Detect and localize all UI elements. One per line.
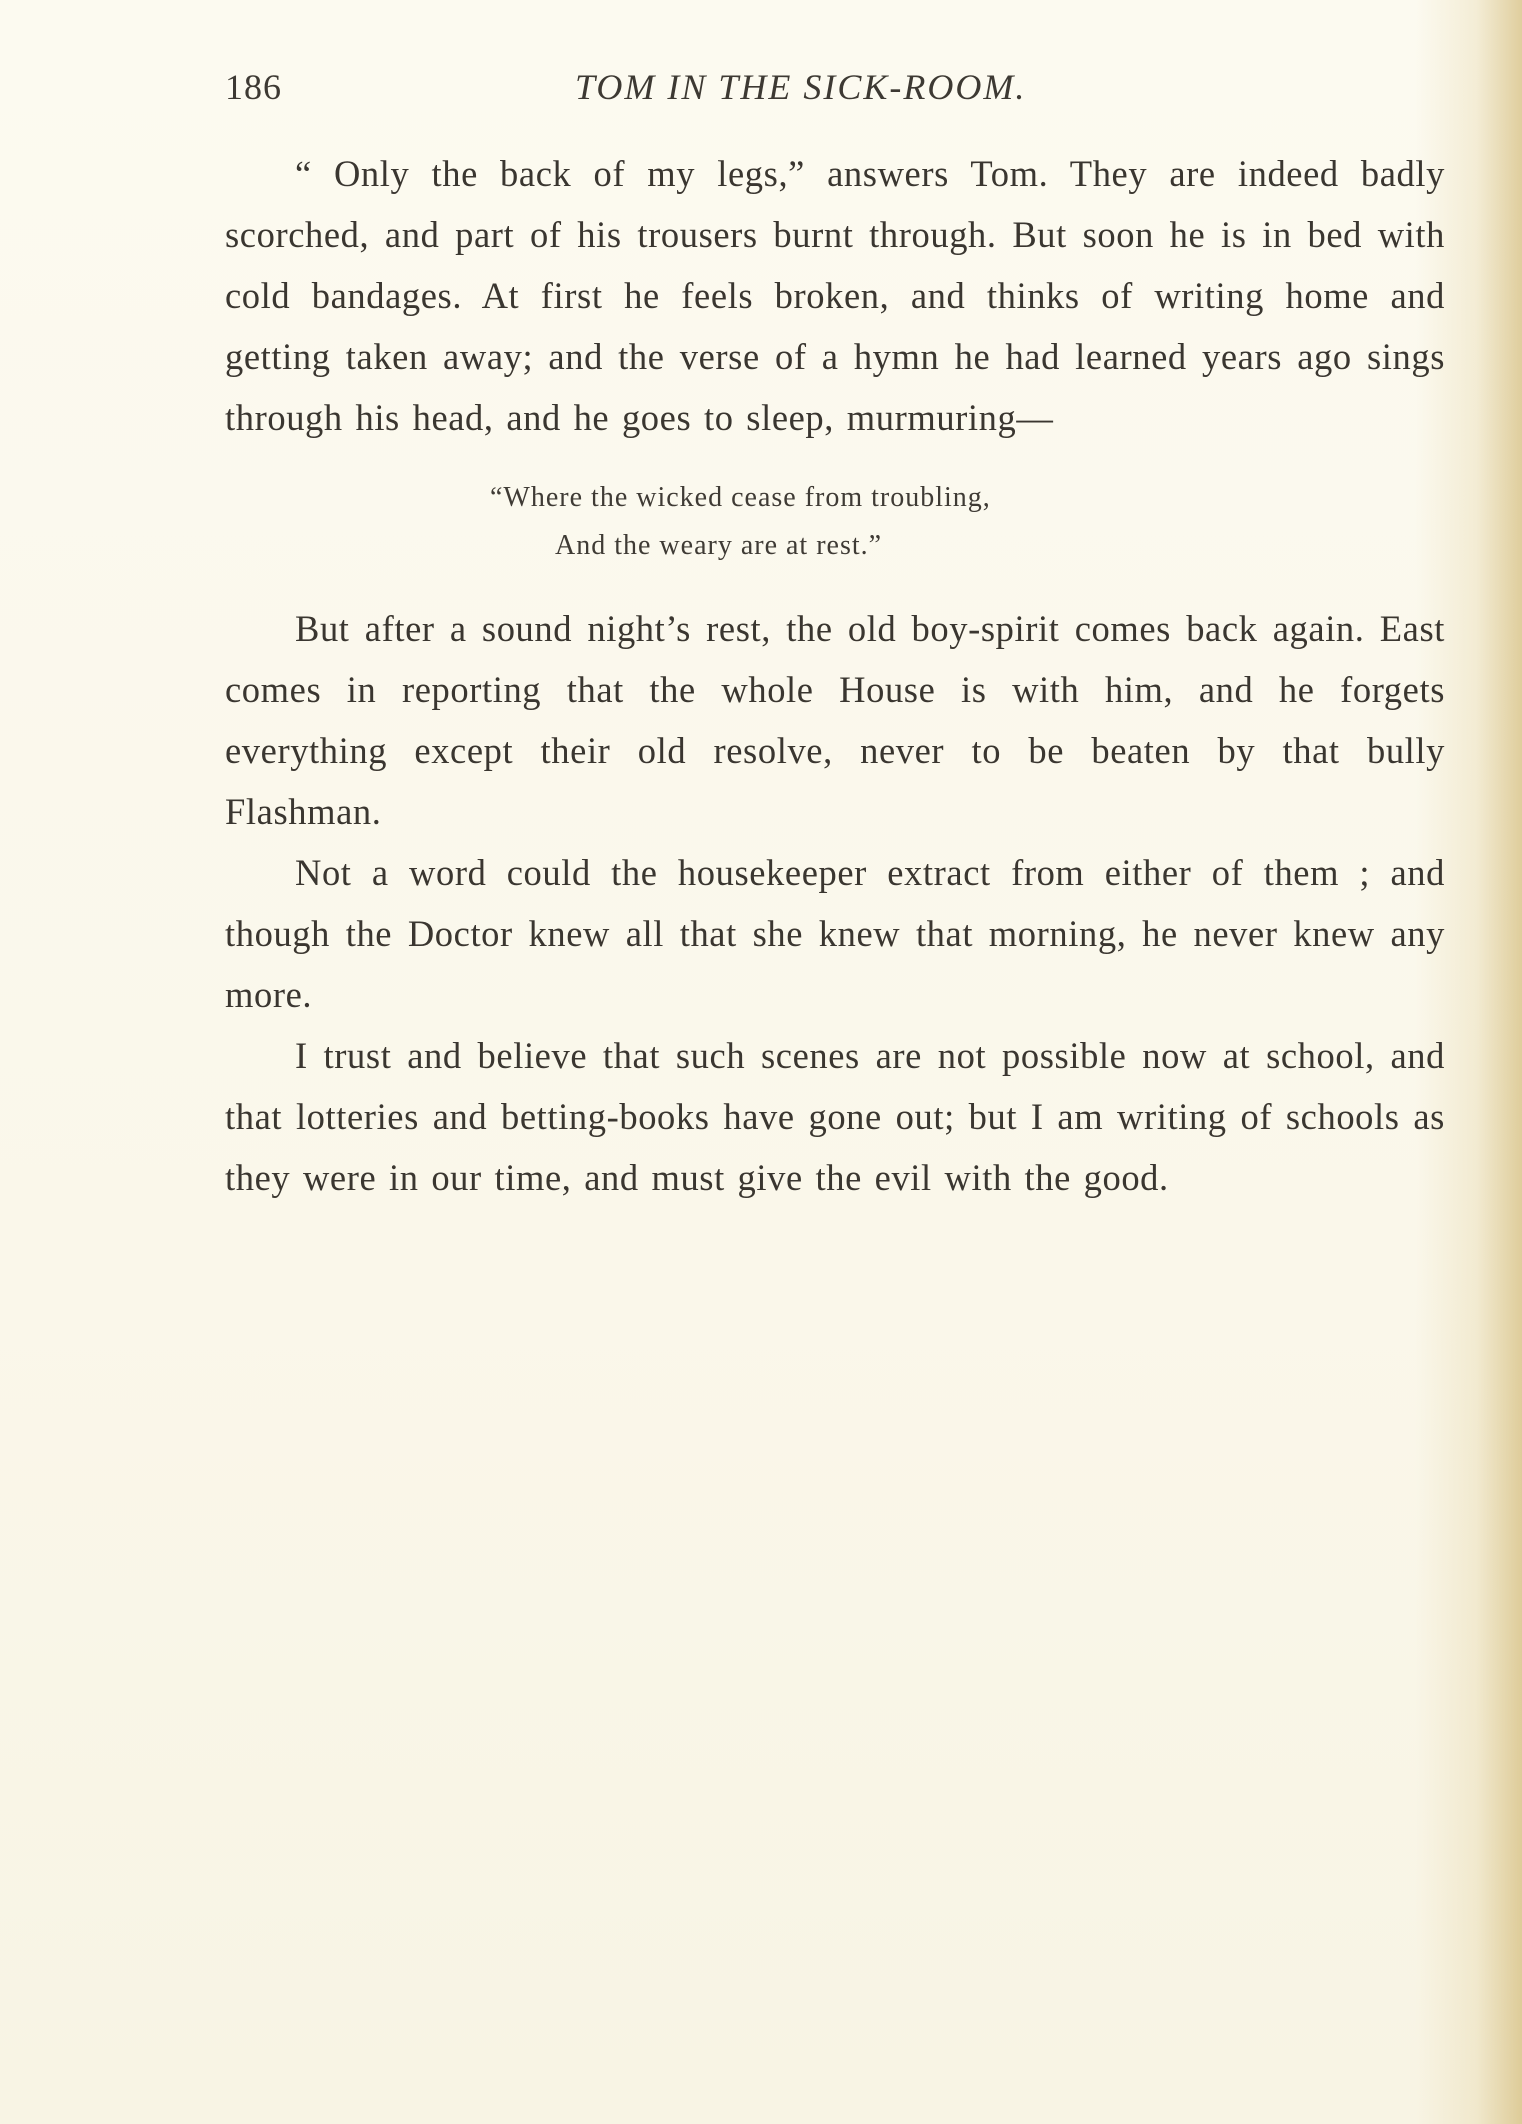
body-text bbox=[225, 143, 1445, 1208]
hymn-quote bbox=[225, 474, 1445, 570]
paragraph-1: “ Only the back of my legs,” answers Tom. They are indeed badly scorched, and part of his trousers burnt through. But soon he is in bed with cold bandages. At first he feels broken, and thinks of writing home and getting taken away; and the verse of a hymn he had learned years ago sings through his head, and he goes to sleep, murmuring— bbox=[225, 153, 1445, 438]
page-header bbox=[225, 66, 1465, 116]
paragraph-2: But after a sound night’s rest, the old boy-spirit comes back again. East comes in reporting that the whole House is with him, and he forgets everything except their old resolve, never to be beaten by that bully Flashman. bbox=[225, 608, 1445, 832]
paragraph-3: Not a word could the housekeeper extract from either of them ; and though the Doctor knew all that she knew that morning, he never knew any more. bbox=[225, 852, 1445, 1015]
running-title: TOM IN THE SICK-ROOM. bbox=[575, 67, 1027, 107]
paragraph-4: I trust and believe that such scenes are not possible now at school, and that lotteries and betting-books have gone out; but I am writing of schools as they were in our time, and must give the evil with the good. bbox=[225, 1035, 1445, 1198]
page-number: 186 bbox=[225, 67, 282, 107]
verse-line-1: “Where the wicked cease from troubling, bbox=[490, 482, 991, 513]
verse-line-2: And the weary are at rest.” bbox=[555, 530, 883, 561]
